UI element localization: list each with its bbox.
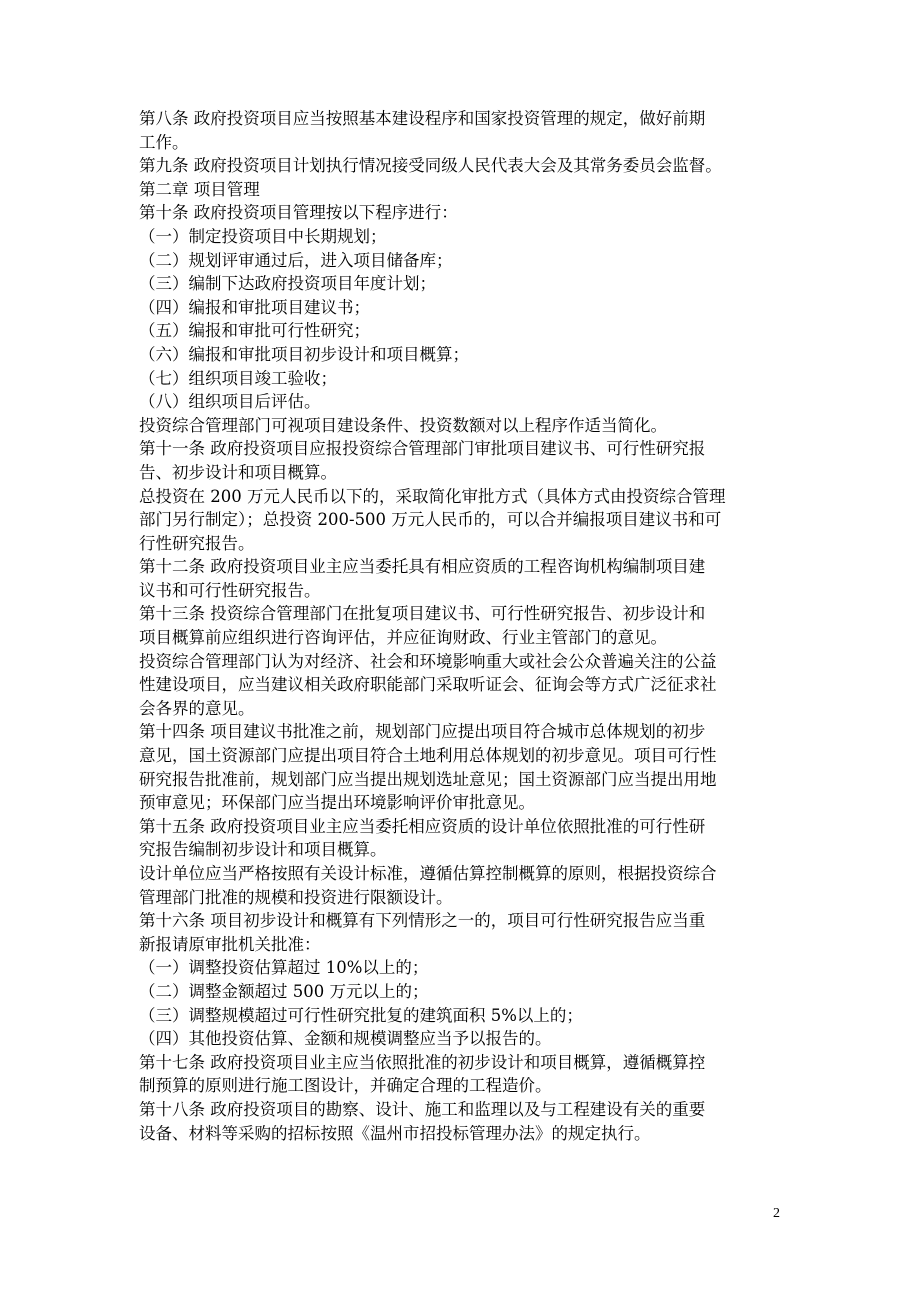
text-line: 第十三条 投资综合管理部门在批复项目建议书、可行性研究报告、初步设计和	[139, 604, 706, 624]
text-line: （七）组织项目竣工验收；	[139, 368, 337, 388]
text-line: 第九条 政府投资项目计划执行情况接受同级人民代表大会及其常务委员会监督。	[139, 156, 722, 176]
text-line: （二）调整金额超过 500 万元以上的；	[139, 981, 429, 1001]
document-body	[139, 107, 789, 1145]
text-line: 投资综合管理部门可视项目建设条件、投资数额对以上程序作适当简化。	[139, 415, 667, 435]
text-line: （四）编报和审批项目建议书；	[139, 297, 370, 317]
text-line: 制预算的原则进行施工图设计，并确定合理的工程造价。	[139, 1076, 552, 1096]
text-line: （三）编制下达政府投资项目年度计划；	[139, 274, 436, 294]
text-line: 项目概算前应组织进行咨询评估，并应征询财政、行业主管部门的意见。	[139, 628, 667, 648]
text-line: 第十七条 政府投资项目业主应当依照批准的初步设计和项目概算，遵循概算控	[139, 1052, 706, 1072]
text-line: 设备、材料等采购的招标按照《温州市招投标管理办法》的规定执行。	[139, 1123, 651, 1143]
text-line: 第十五条 政府投资项目业主应当委托相应资质的设计单位依照批准的可行性研	[139, 816, 706, 836]
text-line: （五）编报和审批可行性研究；	[139, 321, 370, 341]
text-line: 第十条 政府投资项目管理按以下程序进行：	[139, 203, 458, 223]
text-line: 告、初步设计和项目概算。	[139, 462, 337, 482]
text-line: 研究报告批准前，规划部门应当提出规划选址意见；国土资源部门应当提出用地	[139, 769, 717, 789]
text-line: 意见，国土资源部门应提出项目符合土地利用总体规划的初步意见。项目可行性	[139, 746, 717, 766]
text-line: （四）其他投资估算、金额和规模调整应当予以报告的。	[139, 1029, 552, 1049]
text-line: 究报告编制初步设计和项目概算。	[139, 840, 387, 860]
text-line: 总投资在 200 万元人民币以下的，采取简化审批方式（具体方式由投资综合管理	[139, 486, 726, 506]
text-line: 第十二条 政府投资项目业主应当委托具有相应资质的工程咨询机构编制项目建	[139, 557, 706, 577]
text-line: （六）编报和审批项目初步设计和项目概算；	[139, 344, 469, 364]
text-line: 第十四条 项目建议书批准之前，规划部门应提出项目符合城市总体规划的初步	[139, 722, 706, 742]
text-line: 行性研究报告。	[139, 533, 255, 553]
text-line: 议书和可行性研究报告。	[139, 580, 321, 600]
text-line: 第十八条 政府投资项目的勘察、设计、施工和监理以及与工程建设有关的重要	[139, 1099, 706, 1119]
page-number: 2	[773, 1206, 780, 1221]
text-line: 第二章 项目管理	[139, 179, 260, 199]
text-line: （二）规划评审通过后，进入项目储备库；	[139, 250, 453, 270]
text-line: 第十六条 项目初步设计和概算有下列情形之一的，项目可行性研究报告应当重	[139, 911, 706, 931]
text-line: 第八条 政府投资项目应当按照基本建设程序和国家投资管理的规定，做好前期	[139, 109, 706, 128]
text-line: （八）组织项目后评估。	[139, 392, 321, 412]
text-line: （一）调整投资估算超过 10%以上的；	[139, 958, 429, 978]
text-line: 预审意见；环保部门应当提出环境影响评价审批意见。	[139, 793, 535, 813]
text-line: 设计单位应当严格按照有关设计标准，遵循估算控制概算的原则，根据投资综合	[139, 864, 717, 883]
text-line: （一）制定投资项目中长期规划；	[139, 226, 387, 246]
text-line: 投资综合管理部门认为对经济、社会和环境影响重大或社会公众普遍关注的公益	[139, 651, 717, 671]
text-line: 部门另行制定）；总投资 200-500 万元人民币的，可以合并编报项目建议书和可	[139, 510, 722, 530]
text-line: （三）调整规模超过可行性研究批复的建筑面积 5%以上的；	[139, 1005, 583, 1025]
text-line: 工作。	[139, 132, 189, 152]
text-line: 会各界的意见。	[139, 698, 255, 718]
text-line: 第十一条 政府投资项目应报投资综合管理部门审批项目建议书、可行性研究报	[139, 439, 706, 459]
text-line: 新报请原审批机关批准：	[139, 934, 321, 954]
text-line: 管理部门批准的规模和投资进行限额设计。	[139, 887, 453, 907]
text-line: 性建设项目，应当建议相关政府职能部门采取听证会、征询会等方式广泛征求社	[139, 675, 717, 695]
